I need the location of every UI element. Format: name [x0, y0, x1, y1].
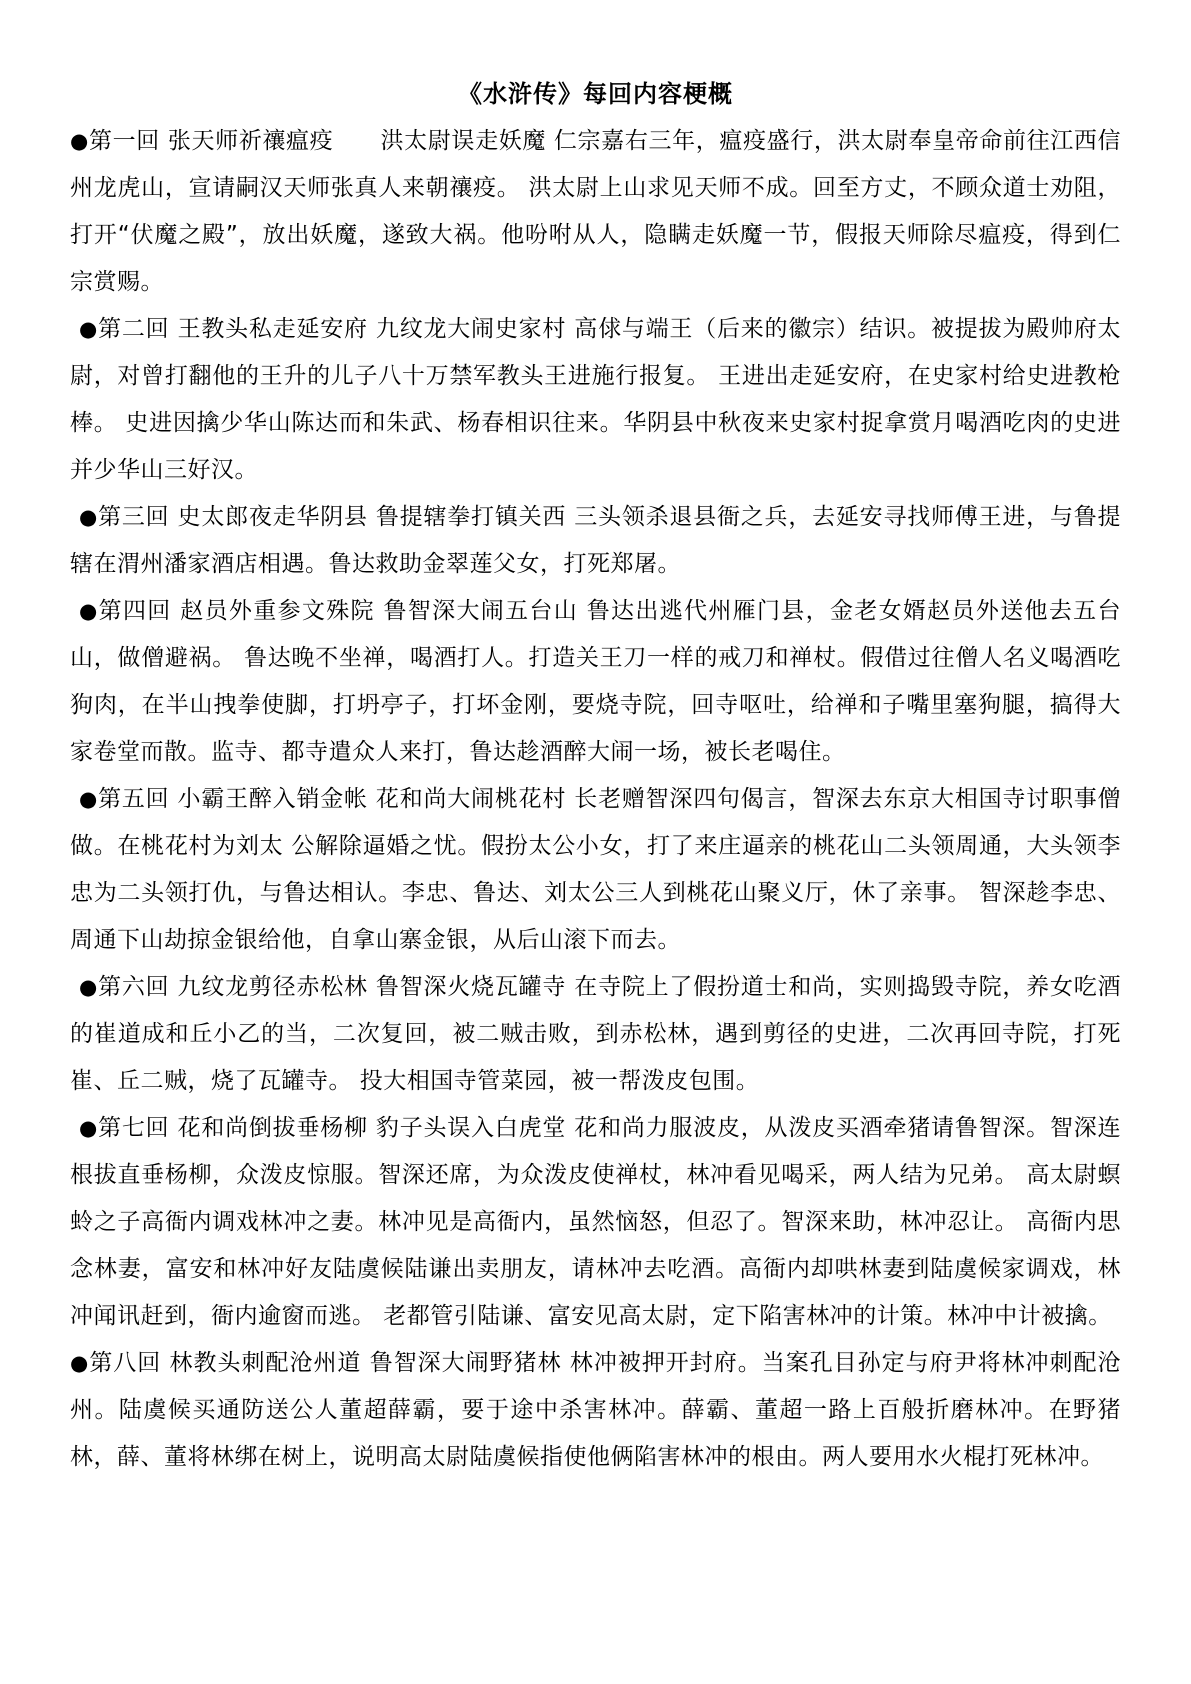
- chapter-paragraph-4: [70, 588, 1121, 776]
- chapter-heading: 第二回 王教头私走延安府 九纹龙大闹史家村: [98, 316, 567, 342]
- chapter-paragraph-5: [70, 776, 1121, 964]
- chapter-heading: 第四回 赵员外重参文殊院 鲁智深大闹五台山: [98, 598, 579, 624]
- chapter-paragraph-8: [70, 1340, 1121, 1481]
- chapter-summary: 花和尚力服波皮，从泼皮买酒牵猪请鲁智深。智深连根拔直垂杨柳，众泼皮惊服。智深还席，为众泼皮使禅杖，林冲看见喝采，两人结为兄弟。 高太尉螟蛉之子高衙内调戏林冲之妻。林冲见是高衙内，虽然恼怒，但忍了。智深来助，林冲忍让。 高衙内思念林妻，富安和林冲好友陆虞候陆谦出卖朋友，请林冲去吃酒。高衙内却哄林妻到陆虞候家调戏，林冲闻讯赶到，衙内逾窗而逃。 老都管引陆谦、富安见高太尉，定下陷害林冲的计策。林冲中计被擒。: [70, 1115, 1122, 1329]
- chapter-heading: 第七回 花和尚倒拔垂杨柳 豹子头误入白虎堂: [98, 1115, 567, 1141]
- chapter-summary: 高俅与端王（后来的徽宗）结识。被提拔为殿帅府太尉，对曾打翻他的王升的儿子八十万禁军教头王进施行报复。 王进出走延安府，在史家村给史进教枪棒。 史进因擒少华山陈达而和朱武、杨春相识往来。华阴县中秋夜来史家村捉拿赏月喝酒吃肉的史进并少华山三好汉。: [70, 316, 1122, 483]
- chapter-summary: 三头领杀退县衙之兵，去延安寻找师傅王进，与鲁提辖在渭州潘家酒店相遇。鲁达救助金翠莲父女，打死郑屠。: [70, 504, 1122, 577]
- chapter-heading: 第一回 张天师祈禳瘟疫 洪太尉误走妖魔: [88, 128, 546, 154]
- chapter-paragraph-3: [70, 494, 1121, 588]
- chapter-summary: 在寺院上了假扮道士和尚，实则捣毁寺院，养女吃酒的崔道成和丘小乙的当，二次复回，被二贼击败，到赤松林，遇到剪径的史进，二次再回寺院，打死崔、丘二贼，烧了瓦罐寺。 投大相国寺管菜园，被一帮泼皮包围。: [70, 974, 1122, 1094]
- bullet-icon: ●: [79, 317, 99, 341]
- chapter-paragraph-1: [70, 118, 1121, 306]
- chapter-heading: 第三回 史太郎夜走华阴县 鲁提辖拳打镇关西: [98, 504, 567, 530]
- chapter-paragraph-7: [70, 1105, 1121, 1340]
- bullet-icon: ●: [79, 505, 99, 529]
- chapter-heading: 第六回 九纹龙剪径赤松林 鲁智深火烧瓦罐寺: [98, 974, 567, 1000]
- document-title: 《水浒传》每回内容梗概: [458, 80, 733, 108]
- bullet-icon: ●: [70, 129, 89, 153]
- chapter-paragraph-2: [70, 306, 1121, 494]
- bullet-icon: ●: [79, 1116, 99, 1140]
- bullet-icon: ●: [79, 975, 99, 999]
- chapter-summary: 长老赠智深四句偈言，智深去东京大相国寺讨职事僧做。在桃花村为刘太 公解除逼婚之忧。假扮太公小女，打了来庄逼亲的桃花山二头领周通，大头领李忠为二头领打仇，与鲁达相认。李忠、鲁达、刘太公三人到桃花山聚义厅，休了亲事。 智深趁李忠、周通下山劫掠金银给他，自拿山寨金银，从后山滚下而去。: [70, 786, 1122, 953]
- chapter-heading: 第八回 林教头刺配沧州道 鲁智深大闹野猪林: [89, 1350, 562, 1376]
- chapter-paragraph-6: [70, 964, 1121, 1105]
- chapter-summary: 林冲被押开封府。当案孔目孙定与府尹将林冲刺配沧州。陆虞候买通防送公人董超薛霸，要于途中杀害林冲。薛霸、董超一路上百般折磨林冲。在野猪林，薛、董将林绑在树上，说明高太尉陆虞候指使他俩陷害林冲的根由。两人要用水火棍打死林冲。: [70, 1350, 1121, 1470]
- bullet-icon: ●: [79, 787, 99, 811]
- bullet-icon: ●: [70, 1351, 90, 1375]
- bullet-icon: ●: [79, 599, 99, 623]
- chapter-summary: 鲁达出逃代州雁门县，金老女婿赵员外送他去五台山，做僧避祸。 鲁达晚不坐禅，喝酒打人。打造关王刀一样的戒刀和禅杖。假借过往僧人名义喝酒吃狗肉，在半山拽拳使脚，打坍亭子，打坏金刚，要烧寺院，回寺呕吐，给禅和子嘴里塞狗腿，搞得大家卷堂而散。监寺、都寺遣众人来打，鲁达趁酒醉大闹一场，被长老喝住。: [70, 598, 1122, 765]
- chapter-heading: 第五回 小霸王醉入销金帐 花和尚大闹桃花村: [98, 786, 567, 812]
- chapter-summary: 仁宗嘉右三年，瘟疫盛行，洪太尉奉皇帝命前往江西信州龙虎山，宣请嗣汉天师张真人来朝禳疫。 洪太尉上山求见天师不成。回至方丈，不顾众道士劝阻，打开“伏魔之殿”，放出妖魔，遂致大祸。他吩咐从人，隐瞒走妖魔一节，假报天师除尽瘟疫，得到仁宗赏赐。: [70, 128, 1122, 295]
